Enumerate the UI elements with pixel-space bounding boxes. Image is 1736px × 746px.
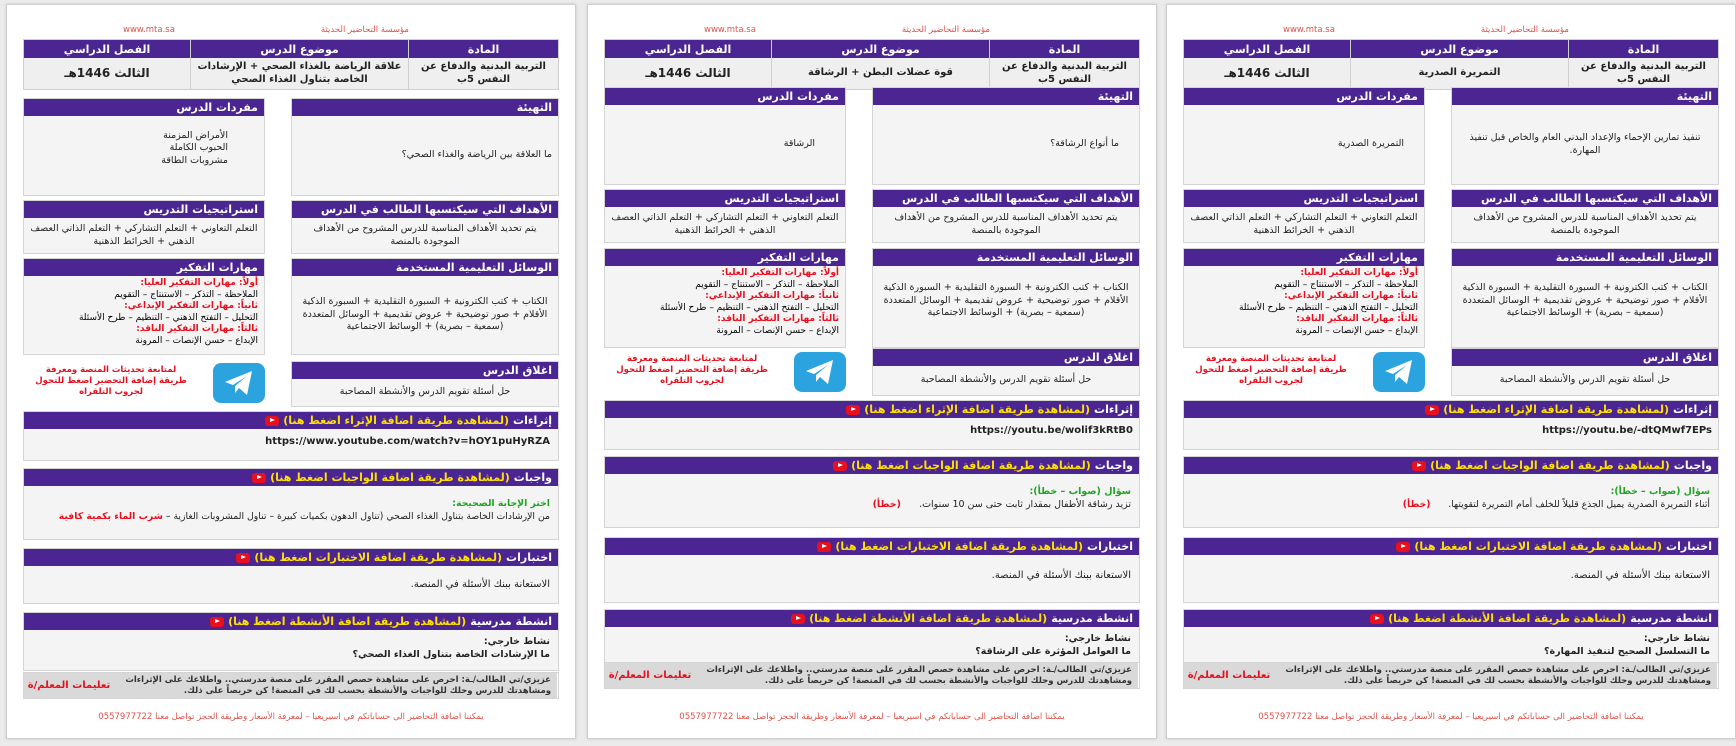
- header-table: [23, 39, 559, 90]
- subject-value: التربية البدنية والدفاع عن النفس 5ب: [1569, 58, 1718, 89]
- youtube-icon[interactable]: [1396, 542, 1410, 552]
- topic-value: التمريرة الصدرية: [1351, 58, 1568, 89]
- thinking-level-3-text: الإبداع – حسن الإنصات – المرونة: [716, 325, 839, 336]
- topic-value: علاقة الرياضة بالغذاء الصحي + الإرشادات الخاصة بتناول الغذاء الصحي: [191, 58, 408, 89]
- objectives-box: [1451, 189, 1719, 243]
- closing-box: [1451, 348, 1719, 396]
- tests-help-link[interactable]: (لمشاهدة طريقة اضافة الاختبارات اضغط هنا): [835, 540, 1084, 553]
- closing-box: [291, 361, 559, 407]
- external-activity-label: نشاط خارجي:: [1643, 633, 1710, 644]
- tools-box: [1451, 248, 1719, 348]
- subject-header: المادة: [409, 40, 558, 58]
- lesson-plan-page-3: [6, 4, 576, 739]
- enrichment-url[interactable]: https://youtu.be/-dtQMwf7EPs: [1542, 425, 1712, 436]
- thinking-level-3-text: الإبداع – حسن الإنصات – المرونة: [135, 335, 258, 346]
- closing-text: حل أسئلة تقويم الدرس والأنشطة المصاحبة: [920, 374, 1092, 386]
- homework-answer: (خطأ): [1402, 498, 1431, 510]
- tests-section: [23, 548, 559, 604]
- objectives-title: الأهداف التي سيكتسبها الطالب في الدرس: [1452, 190, 1718, 207]
- homework-instruction: سؤال (صواب – خطأ):: [1029, 486, 1131, 497]
- tests-title: اختبارات: [506, 551, 552, 564]
- telegram-icon[interactable]: [213, 363, 265, 403]
- semester-column: [24, 40, 190, 89]
- telegram-icon[interactable]: [1373, 352, 1425, 392]
- subject-column: [408, 40, 558, 89]
- objectives-text: يتم تحديد الأهداف المناسبة للدرس المشروح من الأهداف الموجودة بالمنصة: [1473, 212, 1697, 236]
- subject-value: التربية البدنية والدفاع عن النفس 5ب: [409, 58, 558, 89]
- activities-help-link[interactable]: (لمشاهدة طريقة اضافة الأنشطة اضغط هنا): [228, 615, 467, 628]
- external-activity-label: نشاط خارجي:: [1064, 633, 1131, 644]
- warmup-text: تنفيذ تمارين الإحماء والإعداد البدني العام والخاص قبل تنفيذ المهارة.: [1469, 132, 1701, 156]
- subject-value: التربية البدنية والدفاع عن النفس 5ب: [990, 58, 1139, 89]
- external-activity-label: نشاط خارجي:: [483, 636, 550, 647]
- enrichment-title: إثراءات: [513, 414, 552, 427]
- thinking-level-1: أولاً: مهارات التفكير العليا:: [721, 268, 839, 278]
- vocab-title: مفردات الدرس: [24, 99, 264, 116]
- tests-section: [1183, 537, 1719, 603]
- teacher-notes: [604, 662, 1140, 689]
- notes-label: تعليمات المعلم/ة: [24, 673, 114, 698]
- tests-help-link[interactable]: (لمشاهدة طريقة اضافة الاختبارات اضغط هنا): [1414, 540, 1663, 553]
- enrichment-url[interactable]: https://youtu.be/wolif3kRtB0: [970, 425, 1133, 436]
- activities-title: انشطة مدرسية: [1630, 612, 1712, 625]
- org-name: مؤسسة التحاضير الحديثة: [901, 25, 990, 35]
- thinking-box: [604, 248, 846, 348]
- notes-text: عزيزي/تي الطالب/ـة: احرص على مشاهدة حصص المقرر على منصة مدرستي.. واطلاعك على الإثراءات ومشاهدتك للدرس وحلك للواجبات والأنشطة بحسب لك في المنصة! كن حريصاً على ذلك.: [1274, 663, 1718, 688]
- youtube-icon[interactable]: [1425, 405, 1439, 415]
- closing-title: اغلاق الدرس: [1452, 349, 1718, 366]
- enrichment-help-link[interactable]: (لمشاهدة طريقة اضافة الإثراء اضغط هنا): [283, 414, 510, 427]
- thinking-level-2-text: التحليل – التفتح الذهني – التنظيم – طرح الأسئلة: [78, 312, 258, 323]
- tests-section: [604, 537, 1140, 603]
- promo-text: لمتابعة تحديثات المنصة ومعرفة طريقة إضافة التحضير اضغط للتحول لجروب التلقراه: [35, 365, 187, 398]
- semester-value: الثالث 1446هـ: [24, 58, 190, 89]
- objectives-title: الأهداف التي سيكتسبها الطالب في الدرس: [292, 201, 558, 218]
- vocab-item: مشروبات الطاقة: [161, 154, 228, 166]
- activities-section: [604, 609, 1140, 664]
- strategies-box: [1183, 189, 1425, 243]
- page-topline: [23, 25, 559, 37]
- thinking-level-1-text: الملاحظة – التذكر – الاستنتاج – التقويم: [695, 279, 839, 290]
- topic-value: قوة عضلات البطن + الرشاقة: [772, 58, 989, 89]
- vocab-item: الأمراض المزمنة: [163, 130, 228, 141]
- objectives-box: [872, 189, 1140, 243]
- thinking-title: مهارات التفكير: [605, 249, 845, 266]
- enrichment-title: إثراءات: [1673, 403, 1712, 416]
- notes-label: تعليمات المعلم/ة: [605, 663, 695, 688]
- telegram-promo[interactable]: [23, 363, 265, 407]
- closing-text: حل أسئلة تقويم الدرس والأنشطة المصاحبة: [1499, 374, 1671, 386]
- youtube-icon[interactable]: [265, 416, 279, 426]
- youtube-icon[interactable]: [1412, 461, 1426, 471]
- tools-title: الوسائل التعليمية المستخدمة: [873, 249, 1139, 266]
- notes-label: تعليمات المعلم/ة: [1184, 663, 1274, 688]
- homework-title: واجبات: [1094, 459, 1133, 472]
- thinking-level-2: ثانياً: مهارات التفكير الإبداعي:: [1284, 291, 1418, 302]
- tests-text: الاستعانة ببنك الأسئلة في المنصة.: [410, 579, 550, 590]
- homework-help-link[interactable]: (لمشاهدة طريقة اضافة الواجبات اضغط هنا): [1430, 459, 1670, 472]
- subject-header: المادة: [1569, 40, 1718, 58]
- thinking-level-1: أولاً: مهارات التفكير العليا:: [140, 278, 258, 288]
- tools-text: الكتاب + كتب الكترونية + السبورة التقليدية + السبورة الذكية الأقلام + صور توضيحية + عروض تقديمية + الوسائل المتعددة (سمعية – بصرية) + الوسائط الاجتماعية: [302, 296, 548, 333]
- warmup-box: [291, 98, 559, 196]
- objectives-box: [291, 200, 559, 254]
- warmup-text: ما أنواع الرشاقة؟: [1050, 138, 1119, 150]
- enrichment-url[interactable]: https://www.youtube.com/watch?v=hOY1puHyRZA: [265, 436, 550, 447]
- vocab-title: مفردات الدرس: [605, 88, 845, 105]
- site-url[interactable]: www.mta.sa: [1283, 25, 1335, 35]
- header-table: [1183, 39, 1719, 90]
- homework-section: [604, 456, 1140, 528]
- activities-title: انشطة مدرسية: [470, 615, 552, 628]
- homework-title: واجبات: [513, 471, 552, 484]
- topic-column: [190, 40, 408, 89]
- tools-box: [872, 248, 1140, 348]
- homework-instruction: سؤال (صواب – خطأ):: [1610, 486, 1710, 497]
- closing-text: حل أسئلة تقويم الدرس والأنشطة المصاحبة: [339, 386, 511, 398]
- homework-question: تزيد رشاقة الأطفال بمقدار ثابت حتى سن 10 سنوات.: [919, 498, 1131, 510]
- external-activity-question: ما العوامل المؤثرة على الرشاقة؟: [975, 645, 1131, 657]
- tools-title: الوسائل التعليمية المستخدمة: [292, 259, 558, 276]
- semester-column: [605, 40, 771, 89]
- subject-column: [1568, 40, 1718, 89]
- page-footer: يمكننا اضافة التحاضير الى حساباتكم في اسيريعيا – لمعرفة الأسعار وطريقة الحجز تواصل معنا 0557977722: [98, 712, 484, 722]
- homework-answer: شرب الماء بكمية كافية: [58, 510, 163, 522]
- youtube-icon[interactable]: [833, 461, 847, 471]
- lesson-plan-page-2: [587, 4, 1157, 739]
- homework-question: أثناء التمريرة الصدرية يميل الجذع قليلاً للخلف أمام التمريرة لتقويتها.: [1448, 498, 1710, 510]
- vocab-title: مفردات الدرس: [1184, 88, 1424, 105]
- homework-section: [23, 468, 559, 540]
- activities-help-link[interactable]: (لمشاهدة طريقة اضافة الأنشطة اضغط هنا): [809, 612, 1048, 625]
- vocab-box: [604, 87, 846, 185]
- activities-section: [1183, 609, 1719, 664]
- strategies-title: استراتيجيات التدريس: [24, 201, 264, 218]
- tests-title: اختبارات: [1666, 540, 1712, 553]
- topic-header: موضوع الدرس: [191, 40, 408, 58]
- thinking-level-2: ثانياً: مهارات التفكير الإبداعي:: [705, 291, 839, 302]
- lesson-plan-page-1: [1166, 4, 1736, 739]
- homework-section: [1183, 456, 1719, 528]
- thinking-level-3-text: الإبداع – حسن الإنصات – المرونة: [1295, 325, 1418, 336]
- teacher-notes: [1183, 662, 1719, 689]
- header-table: [604, 39, 1140, 90]
- homework-help-link[interactable]: (لمشاهدة طريقة اضافة الواجبات اضغط هنا): [851, 459, 1091, 472]
- warmup-title: التهيئة: [1452, 88, 1718, 105]
- objectives-text: يتم تحديد الأهداف المناسبة للدرس المشروح من الأهداف الموجودة بالمنصة: [894, 212, 1118, 236]
- strategies-text: التعلم التعاوني + التعلم التشاركي + التعلم الذاتي العصف الذهني + الخرائط الذهنية: [611, 212, 839, 236]
- warmup-box: [1451, 87, 1719, 185]
- external-activity-question: ما الإرشادات الخاصة بتناول الغذاء الصحي؟: [352, 648, 550, 660]
- thinking-box: [23, 258, 265, 355]
- tools-text: الكتاب + كتب الكترونية + السبورة التقليدية + السبورة الذكية الأقلام + صور توضيحية + عروض تقديمية + الوسائل المتعددة (سمعية – بصرية) + الوسائط الاجتماعية: [883, 282, 1129, 319]
- tests-text: الاستعانة ببنك الأسئلة في المنصة.: [991, 570, 1131, 581]
- teacher-notes: [23, 672, 559, 699]
- topic-column: [771, 40, 989, 89]
- activities-section: [23, 612, 559, 671]
- thinking-level-2-text: التحليل – التفتح الذهني – التنظيم – طرح الأسئلة: [659, 302, 839, 313]
- page-footer: يمكننا اضافة التحاضير الى حساباتكم في اسيريعيا – لمعرفة الأسعار وطريقة الحجز تواصل معنا 0557977722: [679, 712, 1065, 722]
- thinking-level-2: ثانياً: مهارات التفكير الإبداعي:: [124, 301, 258, 312]
- telegram-icon[interactable]: [794, 352, 846, 392]
- youtube-icon[interactable]: [817, 542, 831, 552]
- youtube-icon[interactable]: [236, 553, 250, 563]
- promo-text: لمتابعة تحديثات المنصة ومعرفة طريقة إضافة التحضير اضغط للتحول لجروب التلقراه: [616, 354, 768, 387]
- thinking-level-3: ثالثاً: مهارات التفكير الناقد:: [717, 314, 839, 325]
- vocab-item: التمريرة الصدرية: [1337, 138, 1404, 150]
- youtube-icon[interactable]: [1370, 614, 1384, 624]
- thinking-level-1: أولاً: مهارات التفكير العليا:: [1300, 268, 1418, 278]
- strategies-box: [604, 189, 846, 243]
- tools-text: الكتاب + كتب الكترونية + السبورة التقليدية + السبورة الذكية الأقلام + صور توضيحية + عروض تقديمية + الوسائل المتعددة (سمعية – بصرية) + الوسائط الاجتماعية: [1462, 282, 1708, 319]
- subject-column: [989, 40, 1139, 89]
- homework-help-link[interactable]: (لمشاهدة طريقة اضافة الواجبات اضغط هنا): [270, 471, 510, 484]
- strategies-text: التعلم التعاوني + التعلم التشاركي + التعلم الذاتي العصف الذهني + الخرائط الذهنية: [30, 223, 258, 247]
- org-name: مؤسسة التحاضير الحديثة: [320, 25, 409, 35]
- warmup-title: التهيئة: [873, 88, 1139, 105]
- tools-title: الوسائل التعليمية المستخدمة: [1452, 249, 1718, 266]
- warmup-box: [872, 87, 1140, 185]
- homework-title: واجبات: [1673, 459, 1712, 472]
- strategies-title: استراتيجيات التدريس: [1184, 190, 1424, 207]
- tests-title: اختبارات: [1087, 540, 1133, 553]
- closing-title: اغلاق الدرس: [873, 349, 1139, 366]
- closing-box: [872, 348, 1140, 396]
- thinking-level-1-text: الملاحظة – التذكر – الاستنتاج – التقويم: [1274, 279, 1418, 290]
- strategies-box: [23, 200, 265, 254]
- tests-help-link[interactable]: (لمشاهدة طريقة اضافة الاختبارات اضغط هنا): [254, 551, 503, 564]
- semester-header: الفصل الدراسي: [1184, 40, 1350, 58]
- enrichment-help-link[interactable]: (لمشاهدة طريقة اضافة الإثراء اضغط هنا): [1443, 403, 1670, 416]
- semester-value: الثالث 1446هـ: [1184, 58, 1350, 89]
- activities-title: انشطة مدرسية: [1051, 612, 1133, 625]
- thinking-level-3: ثالثاً: مهارات التفكير الناقد:: [136, 324, 258, 335]
- telegram-promo[interactable]: [604, 352, 846, 396]
- youtube-icon[interactable]: [846, 405, 860, 415]
- closing-title: اغلاق الدرس: [292, 362, 558, 379]
- thinking-level-1-text: الملاحظة – التذكر – الاستنتاج – التقويم: [114, 289, 258, 300]
- thinking-title: مهارات التفكير: [1184, 249, 1424, 266]
- org-name: مؤسسة التحاضير الحديثة: [1480, 25, 1569, 35]
- semester-value: الثالث 1446هـ: [605, 58, 771, 89]
- youtube-icon[interactable]: [252, 473, 266, 483]
- thinking-level-3: ثالثاً: مهارات التفكير الناقد:: [1296, 314, 1418, 325]
- topic-header: موضوع الدرس: [1351, 40, 1568, 58]
- subject-header: المادة: [990, 40, 1139, 58]
- topic-column: [1350, 40, 1568, 89]
- objectives-text: يتم تحديد الأهداف المناسبة للدرس المشروح من الأهداف الموجودة بالمنصة: [313, 223, 537, 247]
- warmup-text: ما العلاقة بين الرياضة والغذاء الصحي؟: [401, 149, 552, 161]
- vocab-item: الرشاقة: [783, 138, 815, 150]
- enrichment-section: [1183, 400, 1719, 450]
- activities-help-link[interactable]: (لمشاهدة طريقة اضافة الأنشطة اضغط هنا): [1388, 612, 1627, 625]
- vocab-item: الحبوب الكاملة: [169, 142, 228, 154]
- enrichment-section: [604, 400, 1140, 450]
- tools-box: [291, 258, 559, 355]
- thinking-box: [1183, 248, 1425, 348]
- semester-column: [1184, 40, 1350, 89]
- youtube-icon[interactable]: [791, 614, 805, 624]
- homework-question: من الإرشادات الخاصة بتناول الغذاء الصحي (تناول الدهون بكميات كبيرة – تناول المشروبات الغازية –: [165, 510, 550, 522]
- site-url[interactable]: www.mta.sa: [123, 25, 175, 35]
- homework-answer: (خطأ): [872, 498, 901, 510]
- page-topline: [1183, 25, 1719, 37]
- tests-text: الاستعانة ببنك الأسئلة في المنصة.: [1570, 570, 1710, 581]
- semester-header: الفصل الدراسي: [24, 40, 190, 58]
- telegram-promo[interactable]: [1183, 352, 1425, 396]
- homework-instruction: اختر الإجابة الصحيحة:: [452, 498, 550, 509]
- promo-text: لمتابعة تحديثات المنصة ومعرفة طريقة إضافة التحضير اضغط للتحول لجروب التلقراه: [1195, 354, 1347, 387]
- page-footer: يمكننا اضافة التحاضير الى حساباتكم في اسيريعيا – لمعرفة الأسعار وطريقة الحجز تواصل معنا 0557977722: [1258, 712, 1644, 722]
- thinking-title: مهارات التفكير: [24, 259, 264, 276]
- enrichment-title: إثراءات: [1094, 403, 1133, 416]
- page-topline: [604, 25, 1140, 37]
- enrichment-section: [23, 411, 559, 461]
- youtube-icon[interactable]: [210, 617, 224, 627]
- thinking-level-2-text: التحليل – التفتح الذهني – التنظيم – طرح الأسئلة: [1238, 302, 1418, 313]
- vocab-box: [1183, 87, 1425, 185]
- enrichment-help-link[interactable]: (لمشاهدة طريقة اضافة الإثراء اضغط هنا): [864, 403, 1091, 416]
- external-activity-question: ما التسلسل الصحيح لتنفيذ المهارة؟: [1544, 645, 1710, 657]
- warmup-title: التهيئة: [292, 99, 558, 116]
- strategies-text: التعلم التعاوني + التعلم التشاركي + التعلم الذاتي العصف الذهني + الخرائط الذهنية: [1190, 212, 1418, 236]
- notes-text: عزيزي/تي الطالب/ـة: احرص على مشاهدة حصص المقرر على منصة مدرستي.. واطلاعك على الإثراءات ومشاهدتك للدرس وحلك للواجبات والأنشطة بحسب لك في المنصة! كن حريصاً على ذلك.: [114, 673, 558, 698]
- vocab-box: [23, 98, 265, 196]
- notes-text: عزيزي/تي الطالب/ـة: احرص على مشاهدة حصص المقرر على منصة مدرستي.. واطلاعك على الإثراءات ومشاهدتك للدرس وحلك للواجبات والأنشطة بحسب لك في المنصة! كن حريصاً على ذلك.: [695, 663, 1139, 688]
- objectives-title: الأهداف التي سيكتسبها الطالب في الدرس: [873, 190, 1139, 207]
- strategies-title: استراتيجيات التدريس: [605, 190, 845, 207]
- site-url[interactable]: www.mta.sa: [704, 25, 756, 35]
- semester-header: الفصل الدراسي: [605, 40, 771, 58]
- topic-header: موضوع الدرس: [772, 40, 989, 58]
